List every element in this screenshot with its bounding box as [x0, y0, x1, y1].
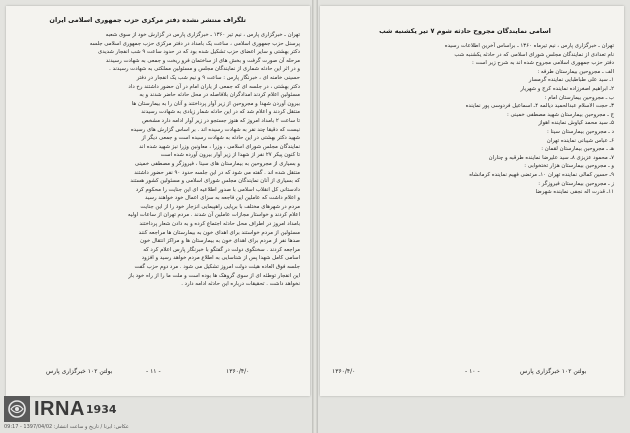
left-page-title: تلگراف منتشر نشده دفتر مرکزی حزب جمهوری اسلامی ایران	[49, 16, 246, 24]
text-line: تا کنون پیکر ۲۷ نفر از شهدا از زیر آوار بیرون آورده شده است	[160, 152, 300, 159]
text-line: که بسیاری از آنان نمایندگان مجلس شورای اسلامی و مسئولین کشور هستند	[130, 178, 300, 185]
text-line: ۶ـ عباس شیبانی نماینده تهران	[546, 137, 614, 144]
text-line: و ـ مجروحین بیمارستان هزار تختخوابی :	[524, 163, 614, 170]
text-line: هـ ـ مجروحین بیمارستان لقمان :	[541, 146, 614, 153]
photo-caption: عکاس: ایرنا / تاریخ و ساعت انتشار: 1397/04/02 - 09:17	[4, 424, 129, 430]
right-footer-date: ۱۳۶۰/۴/۰	[332, 368, 356, 375]
text-line: ۲ـ ابراهیم اصغرزاده نماینده کرج و شهریار	[520, 85, 614, 92]
text-line: منتقل شده اند . گفته می شود که در این جلسه حدود ۹۰ نفر حضور داشتند	[134, 169, 300, 176]
left-page-body	[16, 31, 300, 289]
text-line: بامداد امروز در اطراف محل حادثه اجتماع کرده و به دادن شعار پرداختند	[139, 221, 300, 228]
right-page-body	[330, 42, 614, 197]
text-line: نخواهد داشت . تحقیقات درباره این حادثه ادامه دارد .	[181, 281, 300, 288]
text-line: ز ـ مجروحین بیمارستان فیروزگر :	[538, 180, 614, 187]
text-line: نام تعدادی از نمایندگان مجلس شورای اسلامی که در حادثه یکشنبه شب	[454, 51, 614, 58]
irna-brand: IRNA	[34, 397, 85, 420]
text-line: پرسنل حزب جمهوری اسلامی ، ساعت یک بامداد در دفتر مرکزی حزب جمهوری اسلامی جلسه	[89, 40, 300, 47]
text-line: و در اثر این حادثه شماری از نمایندگان مجلس و مسئولین مملکتی به شهادت رسیدند .	[109, 66, 300, 73]
text-line: این انفجار توطئه ای از سوی گروهک ها بوده است و ملت ما را از راه خود باز	[128, 272, 300, 279]
text-line: مسئولین از مردم خواستند برای اهدای خون به بیمارستان ها مراجعه کنند	[138, 229, 300, 236]
text-line: مردم در شهرهای مختلف با برپایی راهپیمایی انزجار خود را از این جنایت	[140, 203, 300, 210]
left-page-footer	[6, 368, 310, 380]
text-line: ۵ـ سید محمد کیاوش نماینده اهواز	[538, 120, 614, 127]
text-line: منتقل کردند و اعلام شد که در این حادثه شمار زیادی به شهادت رسیدند	[141, 109, 300, 116]
text-line: ۷ـ محمود عزیزی ۸ـ سید علیرضا نماینده طرقبه و چناران	[488, 154, 614, 161]
text-line: ۱ـ سید علی طباطبایی نماینده گرمسار	[528, 77, 614, 84]
text-line: دکتر بهشتی ، در جلسه ای که جمعی از یاران امام در آن حضور داشتند رخ داد	[128, 83, 300, 90]
left-footer-bulletin: بولتن ۱۰۲ خبرگزاری پارس	[46, 368, 113, 375]
text-line: ب ـ مجروحین بیمارستان امام :	[544, 94, 614, 101]
text-line: بیرون آوردن شهدا و مجروحین از زیر آوار پرداختند و آنان را به بیمارستان ها	[131, 100, 300, 107]
right-footer-bulletin: بولتن ۱۰۲ خبرگزاری پارس	[520, 368, 587, 375]
right-page-title: اسامی نمایندگان مجروح حادثه شوم ۷ تیر یکشنبه شب	[379, 27, 551, 35]
text-line: اعلام کردند و خواستار مجازات عاملین آن شدند . مردم تهران از ساعات اولیه	[127, 212, 300, 219]
text-line: دفتر حزب جمهوری اسلامی مجروح شده اند به شرح زیر است :	[472, 60, 614, 67]
text-line: اسامی کامل شهدا پس از شناسایی به اطلاع مردم خواهد رسید و افزود	[141, 255, 300, 262]
text-line: صدها نفر از مردم برای اهدای خون به بیمارستان ها و مراکز انتقال خون	[140, 238, 300, 245]
text-line: و بسیاری از مجروحین به بیمارستان های سینا ، فیروزگر و مصطفی خمینی	[134, 160, 300, 167]
text-line: تا ساعت ۲ بامداد امروز که هنوز جستجو در زیر آوار ادامه دارد مشخص	[142, 117, 300, 124]
text-line: نمایندگان مجلس شورای اسلامی ، وزرا ، معاونین وزرا نیز شهید شده اند	[139, 143, 300, 150]
text-line: نیست که دقیقا چند نفر به شهادت رسیده اند . بر اساس گزارش های رسیده	[130, 126, 300, 133]
text-line: حسینی خامنه ای ، خبرنگار پارس : ساعت ۹ و نیم شب یک انفجار در دفتر	[136, 74, 300, 81]
right-page-footer	[320, 368, 624, 380]
text-line: جلسه فوق العاده هیئت دولت امروز تشکیل می شود . مرد دوم حزب گفت	[134, 264, 300, 271]
text-line: مسئولین اعلام کردند امدادگران بلافاصله در محل حادثه حاضر شدند و به	[139, 92, 300, 99]
left-footer-date: ۱۳۶۰/۴/۰	[226, 368, 250, 375]
left-footer-page-number: - ۱۱ -	[146, 368, 161, 375]
irna-year: 1934	[85, 402, 117, 416]
text-line: مرحله آن صورت گرفت و بخش های از ساختمان فرو ریخت و جمعی به شهادت رسیدند	[105, 57, 300, 64]
text-line: دادستانی کل انقلاب اسلامی با صدور اطلاعیه ای این جنایت را محکوم کرد	[135, 186, 300, 193]
right-page	[320, 6, 624, 396]
text-line: و اعلام داشت که عاملین این فاجعه به سزای اعمال خود خواهند رسید	[145, 195, 300, 202]
text-line: ج ـ مجروحین بیمارستان شهید مصطفی خمینی :	[507, 111, 614, 118]
irna-watermark	[4, 394, 117, 424]
text-line: مراجعه کردند . سخنگوی دولت در گفتگو با خبرنگار پارس اعلام کرد که	[143, 246, 300, 253]
text-line: ۹ـ حسین کمالی نماینده تهران ۱۰ـ مرتضی فهیم نماینده کرمانشاه	[469, 171, 614, 178]
text-line: دکتر بهشتی و سایر اعضای حزب تشکیل شده بود که در حدود ساعت ۹ شب انفجار شدیدی	[98, 49, 300, 56]
text-line: ۱۱ـ قدرت اله نجفی نماینده شهرضا	[535, 189, 614, 196]
left-page	[6, 6, 310, 396]
text-line: تهران ـ خبرگزاری پارس ، نیم تیرماه ۱۳۶۰ ـ براساس آخرین اطلاعات رسیده	[444, 43, 614, 49]
text-line: تهران ـ خبرگزاری پارس ، نیم تیر ۱۳۶۰ ـ خبرگزاری پارس در گزارش خود از سوی شعبه	[105, 32, 300, 38]
right-footer-page-number: - ۱۰ -	[465, 368, 480, 375]
text-line: د ـ مجروحین بیمارستان سینا :	[546, 128, 614, 135]
page-fold	[312, 0, 318, 433]
text-line: شهید دکتر بهشتی در این حادثه به شهادت رسیده است و جمعی دیگر از	[141, 135, 300, 142]
text-line: ۳ـ حجت الاسلام عبدالحمید دیالمه ۴ـ اسماعیل فردوسی پور نماینده	[465, 103, 614, 110]
text-line: الف ـ مجروحین بیمارستان طرفه :	[537, 68, 614, 75]
irna-logo-icon	[4, 396, 30, 422]
